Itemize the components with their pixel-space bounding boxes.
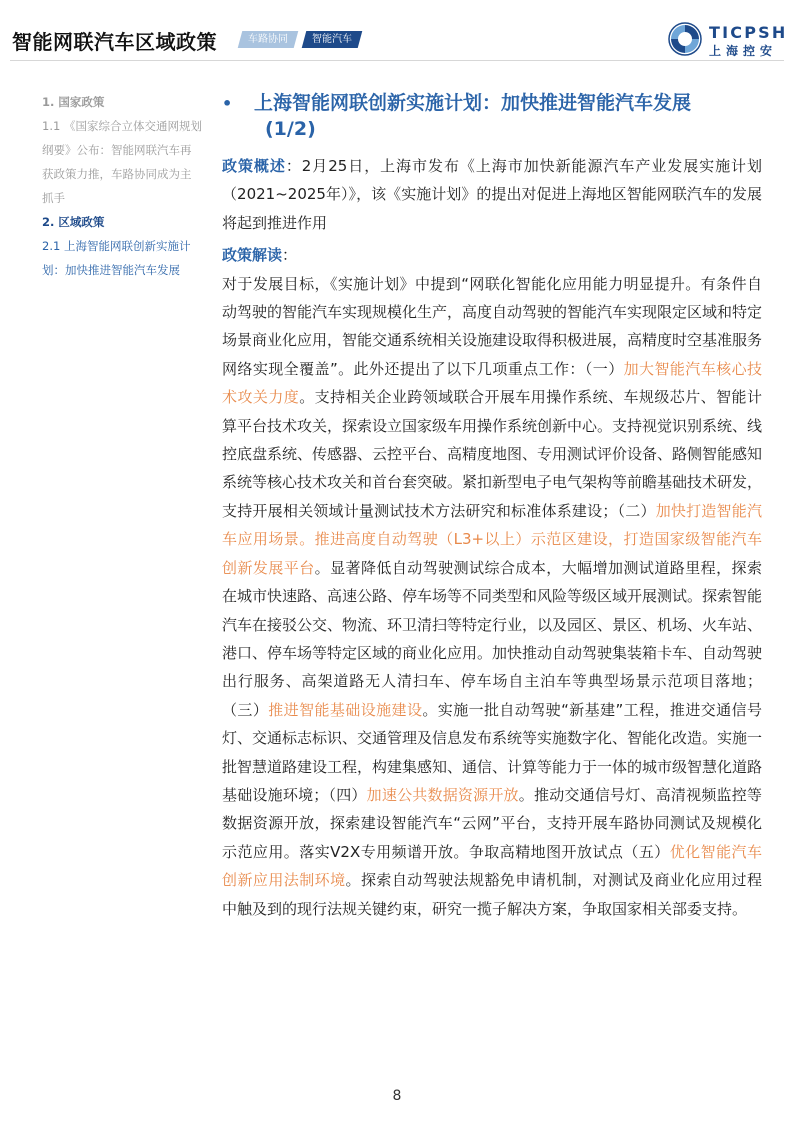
title-line-1: 上海智能网联创新实施计划：加快推进智能汽车发展 xyxy=(254,92,692,114)
interpretation-paragraph xyxy=(222,270,762,923)
header-title: 智能网联汽车区域政策 xyxy=(12,30,217,54)
body-text: 。推动交通信号灯、高清视频监控等数据资源开放，探索建设智能汽车“云网”平台，支持开展车路协同测试及规模化示范应用。落实V2X专用频谱开放。争取高精地图开放试点（五） xyxy=(222,785,762,861)
body-text: 对于发展目标，《实施计划》中提到“网联化智能化应用能力明显提升。有条件自动驾驶的智能汽车实现规模化生产，高度自动驾驶的智能汽车实现限定区域和特定场景商业化应用，智能交通系统相关设施建设取得积极进展，高精度时空基准服务网络实现全覆盖”。此外还提出了以下几项重点工作：（一） xyxy=(222,274,763,378)
body-text: 。支持相关企业跨领域联合开展车用操作系统、车规级芯片、智能计算平台技术攻关，探索设立国家级车用操作系统创新中心。支持视觉识别系统、线控底盘系统、传感器、云控平台、高精度地图、专用测试评价设备、路侧智能感知系统等核心技术攻关和首台套突破。紧扣新型电子电气架构等前瞻基础技术研发，支持开展相关领域计量测试技术方法研究和标准体系建设；（二） xyxy=(222,388,763,520)
page-header xyxy=(0,0,794,78)
title-line-2: (1/2) xyxy=(265,118,316,140)
highlight-phrase: 推进智能基础设施建设 xyxy=(268,700,423,719)
logo-text-cn: 上海控安 xyxy=(709,44,778,58)
overview-text: ：2月25日，上海市发布《上海市加快新能源汽车产业发展实施计划（2021~2025年）》，该《实施计划》的提出对促进上海地区智能网联汽车的发展将起到推进作用 xyxy=(222,157,762,232)
highlight-phrase: 加快打造智能汽车应用场景。推进高度自动驾驶（L3+以上）示范区建设，打造国家级智能汽车创新发展平台 xyxy=(222,501,762,577)
highlight-phrase: 加大智能汽车核心技术攻关力度 xyxy=(222,359,762,407)
logo-text-en: TICPSH xyxy=(709,23,788,42)
highlight-phrase: 优化智能汽车创新应用法制环境 xyxy=(222,842,762,890)
title-bullet: • xyxy=(222,94,233,113)
company-logo xyxy=(668,22,788,58)
tag-smart-car: 智能汽车 xyxy=(302,31,363,48)
overview-label: 政策概述 xyxy=(222,157,286,175)
interpretation-colon: ： xyxy=(282,246,298,265)
interpretation-label: 政策解读 xyxy=(222,246,283,265)
highlight-phrase: 加速公共数据资源开放 xyxy=(366,785,519,804)
toc-item-national-policy[interactable]: 1. 国家政策 xyxy=(42,95,105,109)
article-body xyxy=(222,152,762,923)
overview-paragraph xyxy=(222,152,762,237)
tag-vehicle-road: 车路协同 xyxy=(238,31,299,48)
toc-item-shanghai-plan[interactable]: 2.1 上海智能网联创新实施计划：加快推进智能汽车发展 xyxy=(42,239,191,277)
ticpsh-swirl-logo-icon xyxy=(668,22,702,56)
body-text: 。实施一批自动驾驶“新基建”工程，推进交通信号灯、交通标志标识、交通管理及信息发布系统等实施数字化、智能化改造。实施一批智慧道路建设工程，构建集感知、通信、计算等能力于一体的城市级智慧化道路基础设施环境；（四） xyxy=(222,700,763,804)
toc-item-regional-policy[interactable]: 2. 区域政策 xyxy=(42,215,105,229)
page-number: 8 xyxy=(392,1088,402,1104)
interpretation-heading xyxy=(222,241,762,269)
toc-item-transport-plan[interactable]: 1.1 《国家综合立体交通网规划纲要》公布：智能网联汽车再获政策力推，车路协同成为主抓手 xyxy=(42,119,202,205)
header-divider xyxy=(10,60,784,61)
body-text: 。显著降低自动驾驶测试综合成本，大幅增加测试道路里程，探索在城市快速路、高速公路、停车场等不同类型和风险等级区域开展测试。探索智能汽车在接驳公交、物流、环卫清扫等特定行业，以及园区、景区、机场、火车站、港口、停车场等特定区域的商业化应用。加快推动自动驾驶集装箱卡车、自动驾驶出行服务、高架道路无人清扫车、停车场自主泊车等典型场景示范项目落地；（三） xyxy=(222,558,763,719)
body-text: 。探索自动驾驶法规豁免申请机制，对测试及商业化应用过程中触及到的现行法规关键约束，研究一揽子解决方案，争取国家相关部委支持。 xyxy=(222,871,762,918)
table-of-contents xyxy=(42,90,202,282)
